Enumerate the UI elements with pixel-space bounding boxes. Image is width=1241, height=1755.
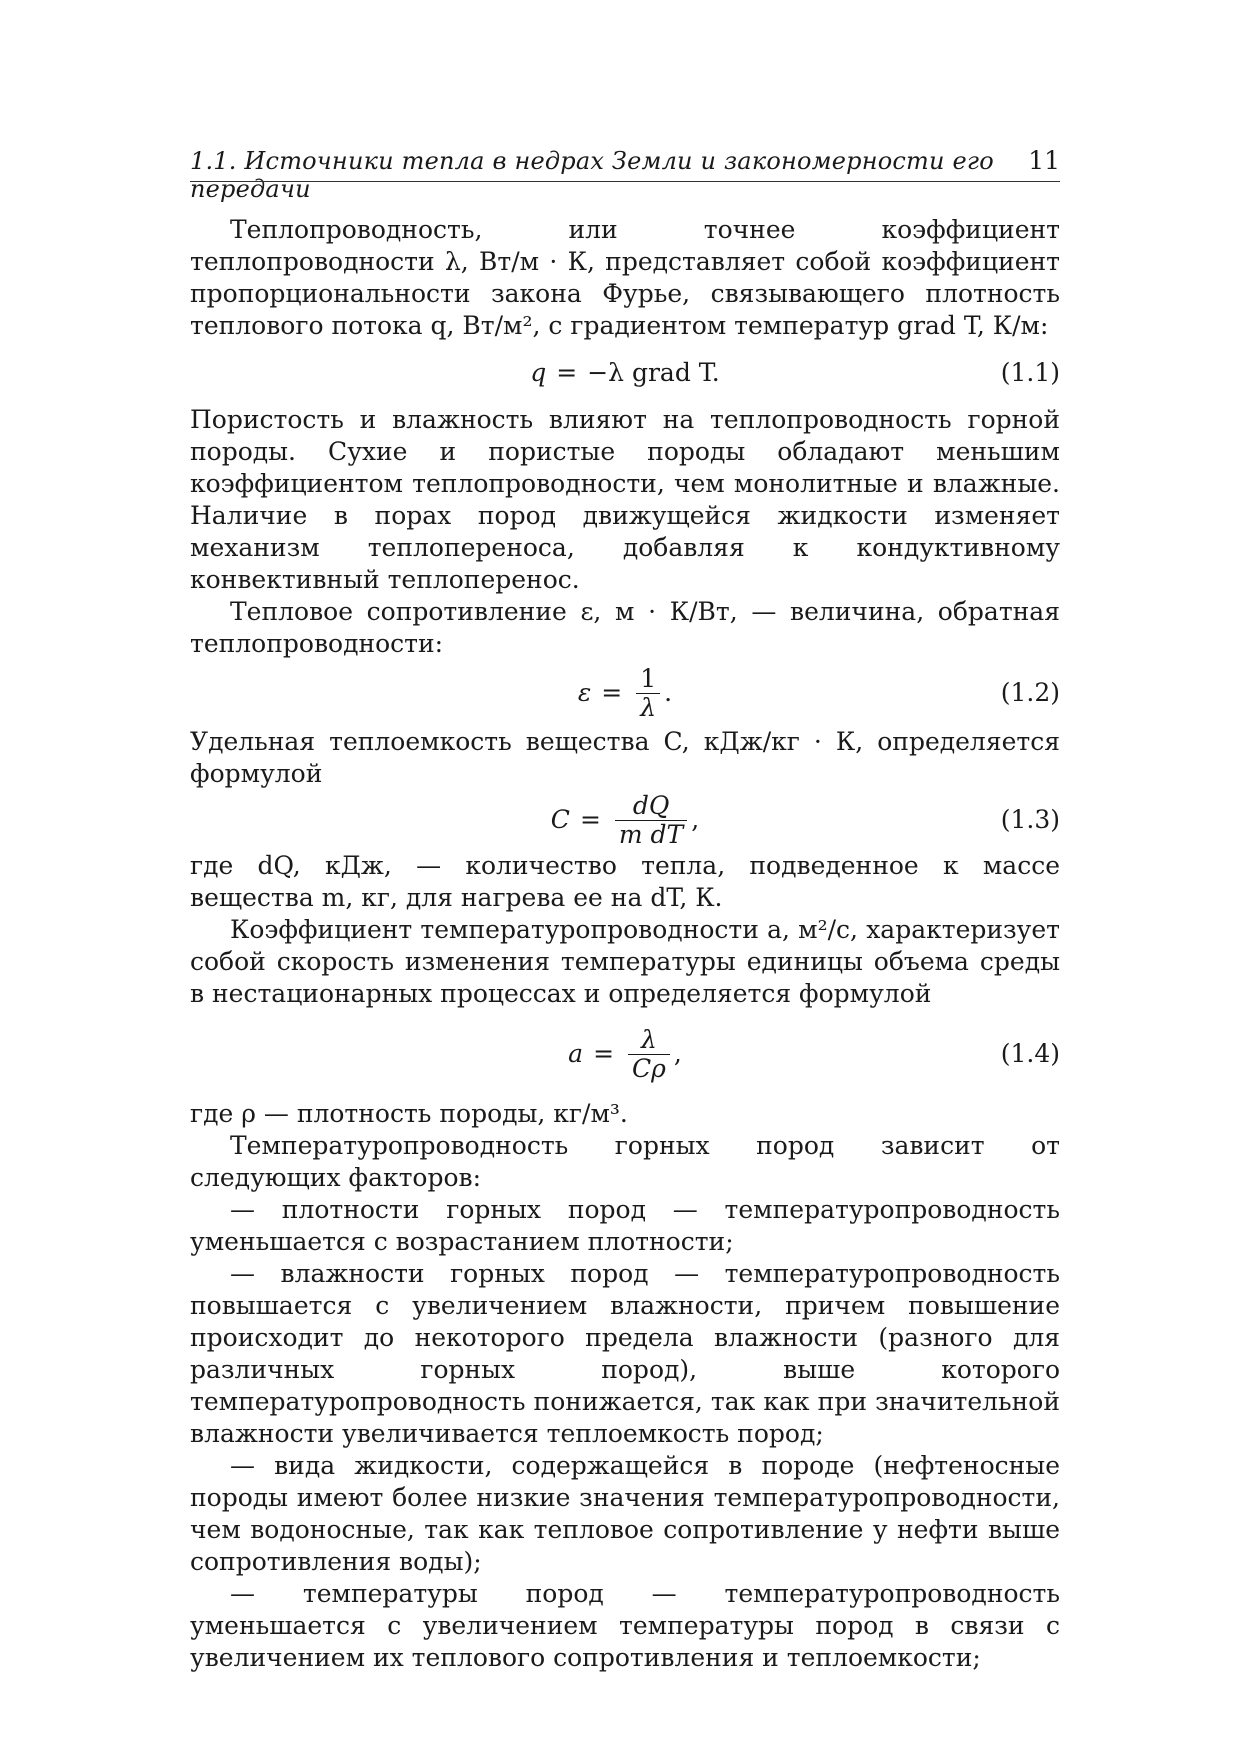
formula-1-2-denominator: λ bbox=[636, 693, 660, 722]
header-rule bbox=[190, 181, 1060, 182]
formula-1-1 bbox=[190, 342, 1060, 404]
formula-1-2-tail: . bbox=[664, 678, 673, 707]
formula-1-2-lhs: ε bbox=[577, 678, 592, 707]
formula-1-2 bbox=[190, 660, 1060, 726]
list-item-density: — плотности горных пород — температуропроводность уменьшается с возрастанием плотности; bbox=[190, 1195, 1060, 1256]
formula-1-1-rhs: −λ grad T. bbox=[587, 358, 720, 387]
paragraph-thermal-conductivity: Теплопроводность, или точнее коэффициент теплопроводности λ, Вт/м · К, представляет собой коэффициент пропорциональности закона Фурье, связывающего плотность теплового потока q, Вт/м², с градиентом температур grad T, К/м: bbox=[190, 215, 1060, 340]
formula-1-4 bbox=[190, 1010, 1060, 1098]
formula-1-4-lhs: a bbox=[568, 1039, 584, 1068]
list-item-humidity: — влажности горных пород — температуропроводность повышается с увеличением влажности, причем повышение происходит до некоторого предела влажности (разного для различных горных пород), выше которого температуропроводность понижается, так как при значительной влажности увеличивается теплоемкость пород; bbox=[190, 1259, 1060, 1448]
paragraph-porosity: Пористость и влажность влияют на теплопроводность горной породы. Сухие и пористые породы обладают меньшим коэффициентом теплопроводности, чем монолитные и влажные. Наличие в порах пород движущейся жидкости изменяет механизм теплопереноса, добавляя к кондуктивному конвективный теплоперенос. bbox=[190, 405, 1060, 594]
paragraph-thermal-resistance: Тепловое сопротивление ε, м · К/Вт, — величина, обратная теплопроводности: bbox=[190, 597, 1060, 658]
formula-1-3-numerator: dQ bbox=[632, 790, 670, 820]
paragraph-rho-explanation: где ρ — плотность породы, кг/м³. bbox=[190, 1099, 628, 1128]
formula-1-2-rel: = bbox=[601, 678, 623, 707]
paragraph-dq-explanation: где dQ, кДж, — количество тепла, подведенное к массе вещества m, кг, для нагрева ее на dT, К. bbox=[190, 851, 1060, 912]
list-item-temperature: — температуры пород — температуропроводность уменьшается с увеличением температуры пород в связи с увеличением их теплового сопротивления и теплоемкости; bbox=[190, 1579, 1060, 1672]
formula-1-4-fraction bbox=[628, 1026, 670, 1083]
page-number: 11 bbox=[1028, 146, 1060, 175]
running-head bbox=[190, 146, 1060, 203]
formula-1-4-denominator: Cρ bbox=[628, 1054, 670, 1083]
paragraph-heat-capacity: Удельная теплоемкость вещества C, кДж/кг · К, определяется формулой bbox=[190, 727, 1060, 788]
formula-1-3-number: (1.3) bbox=[1000, 805, 1060, 834]
formula-1-4-rel: = bbox=[593, 1039, 615, 1068]
paragraph-factors-intro: Температуропроводность горных пород зависит от следующих факторов: bbox=[190, 1131, 1060, 1192]
formula-1-2-numerator: 1 bbox=[640, 663, 657, 693]
formula-1-3 bbox=[190, 790, 1060, 850]
formula-1-3-fraction bbox=[615, 792, 687, 849]
formula-1-3-lhs: C bbox=[550, 805, 570, 834]
formula-1-1-number: (1.1) bbox=[1000, 358, 1060, 387]
formula-1-4-number: (1.4) bbox=[1000, 1039, 1060, 1068]
formula-1-2-number: (1.2) bbox=[1000, 678, 1060, 707]
formula-1-1-rel: = bbox=[556, 358, 578, 387]
formula-1-1-lhs: q bbox=[530, 358, 547, 387]
paragraph-thermal-diffusivity: Коэффициент температуропроводности a, м²/с, характеризует собой скорость изменения температуры единицы объема среды в нестационарных процессах и определяется формулой bbox=[190, 915, 1060, 1008]
formula-1-4-tail: , bbox=[673, 1039, 682, 1068]
body-text bbox=[190, 214, 1060, 1674]
formula-1-3-tail: , bbox=[691, 805, 700, 834]
section-title: 1.1. Источники тепла в недрах Земли и закономерности его передачи bbox=[190, 147, 994, 203]
formula-1-4-numerator: λ bbox=[641, 1024, 657, 1054]
list-item-fluid-type: — вида жидкости, содержащейся в породе (нефтеносные породы имеют более низкие значения температуропроводности, чем водоносные, так как тепловое сопротивление у нефти выше сопротивления воды); bbox=[190, 1451, 1060, 1576]
formula-1-3-denominator: m dT bbox=[615, 820, 687, 849]
formula-1-2-fraction bbox=[636, 665, 660, 722]
formula-1-3-rel: = bbox=[579, 805, 601, 834]
